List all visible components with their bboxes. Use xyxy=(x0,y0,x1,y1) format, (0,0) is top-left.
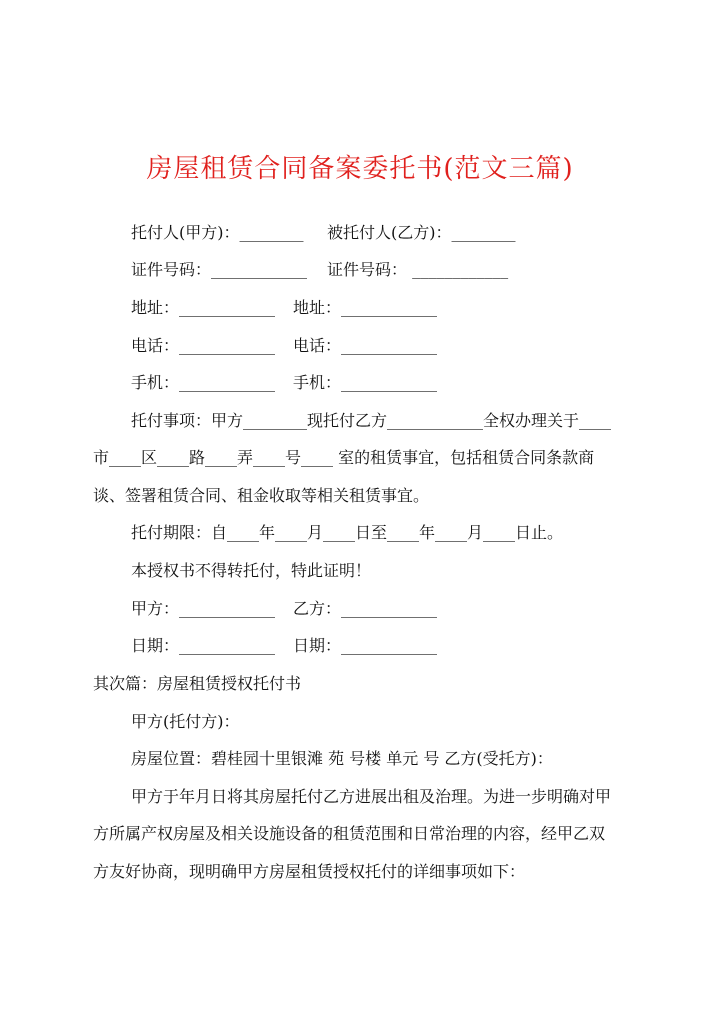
mobile-b-field: 手机：____________ xyxy=(293,373,438,392)
id-a-field: 证件号码：____________ xyxy=(131,260,308,279)
section2-location: 房屋位置：碧桂园十里银滩 苑 号楼 单元 号 乙方(受托方)： xyxy=(131,749,553,768)
section2-para-line-2: 方所属产权房屋及相关设施设备的租赁范围和日常治理的内容，经甲乙双 xyxy=(93,824,606,843)
principal-a-field: 托付人(甲方)：________ xyxy=(131,223,304,242)
period-line: 托付期限：自____年____月____日至____年____月____日止。 xyxy=(131,523,564,542)
matter-line-3: 谈、签署租赁合同、租金收取等相关租赁事宜。 xyxy=(93,486,430,505)
principal-b-field: 被托付人(乙方)：________ xyxy=(327,223,516,242)
id-b-field: 证件号码： ____________ xyxy=(327,260,509,279)
address-b-field: 地址：____________ xyxy=(293,298,438,317)
matter-line-2: 市____区____路____弄____号____ 室的租赁事宜，包括租赁合同条款商 xyxy=(93,448,595,467)
section2-heading: 其次篇：房屋租赁授权托付书 xyxy=(93,674,302,693)
section2-para-line-3: 方友好协商，现明确甲方房屋租赁授权托付的详细事项如下： xyxy=(93,862,526,881)
date-b-field: 日期：____________ xyxy=(293,636,438,655)
mobile-a-field: 手机：____________ xyxy=(131,373,276,392)
section2-para-line-1: 甲方于年月日将其房屋托付乙方进展出租及治理。为进一步明确对甲 xyxy=(131,787,612,806)
phone-a-field: 电话：____________ xyxy=(131,336,276,355)
address-a-field: 地址：____________ xyxy=(131,298,276,317)
document-title: 房屋租赁合同备案委托书(范文三篇) xyxy=(146,154,574,184)
date-a-field: 日期：____________ xyxy=(131,636,276,655)
sign-b-field: 乙方：____________ xyxy=(293,599,438,618)
section2-party-a: 甲方(托付方)： xyxy=(131,712,240,731)
statement-line: 本授权书不得转托付，特此证明！ xyxy=(131,561,372,580)
matter-line-1: 托付事项：甲方________现托付乙方____________全权办理关于____ xyxy=(131,411,612,430)
phone-b-field: 电话：____________ xyxy=(293,336,438,355)
sign-a-field: 甲方：____________ xyxy=(131,599,276,618)
